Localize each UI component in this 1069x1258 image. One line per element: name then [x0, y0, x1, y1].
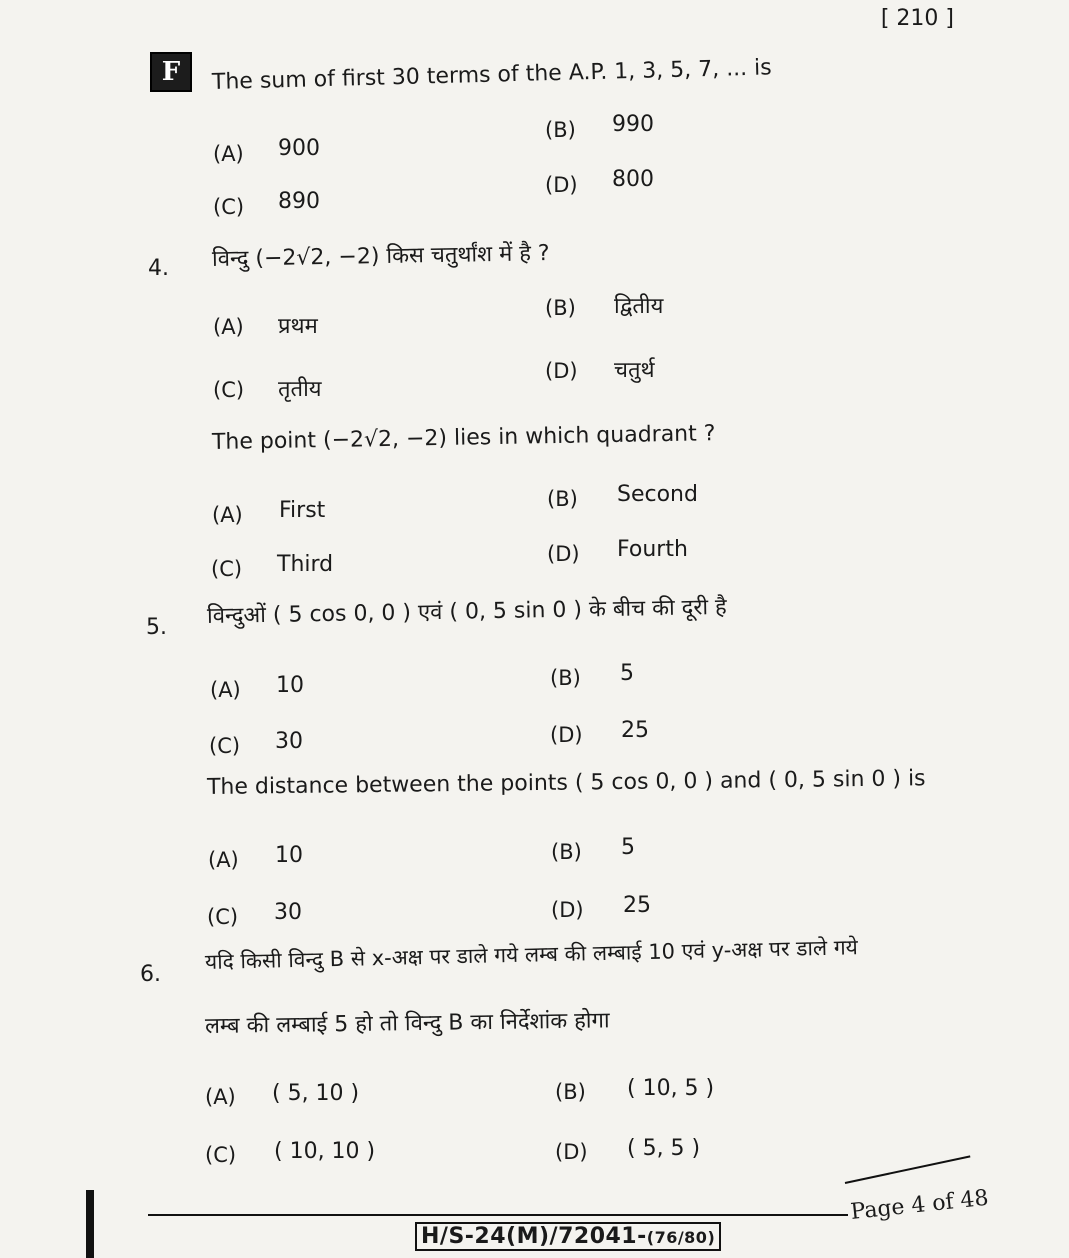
- page-edge-shadow: [86, 1190, 94, 1258]
- q3-option-c-label: (C): [213, 195, 245, 219]
- q4-hi-option-b-value: द्वितीय: [614, 294, 664, 319]
- q4-en-option-d-value: Fourth: [617, 537, 688, 562]
- q5-hi-option-d-value: 25: [621, 718, 649, 743]
- q4-en-option-c-value: Third: [277, 552, 334, 577]
- q5-hi-option-d-label: (D): [550, 723, 583, 747]
- q5-en-option-b-value: 5: [621, 835, 635, 860]
- q4-en-option-c-label: (C): [211, 557, 243, 581]
- q5-hi-option-a-label: (A): [210, 678, 241, 702]
- q3-option-c-value: 890: [278, 189, 320, 214]
- q5-en-option-a-label: (A): [208, 848, 239, 872]
- q3-stem: The sum of first 30 terms of the A.P. 1, 3, 5, 7, ... is: [211, 55, 773, 95]
- q4-hi-option-d-label: (D): [545, 359, 578, 383]
- q4-en-option-a-value: First: [279, 498, 326, 523]
- q5-number: 5.: [146, 615, 167, 640]
- q6-number: 6.: [140, 962, 161, 987]
- q4-stem-hindi: विन्दु (−2√2, −2) किस चतुर्थांश में है ?: [211, 241, 550, 272]
- page-number: Page 4 of 48: [849, 1185, 990, 1225]
- q3-option-d-value: 800: [612, 167, 654, 192]
- q4-hi-option-d-value: चतुर्थ: [614, 358, 655, 383]
- q4-stem-english: The point (−2√2, −2) lies in which quadrant ?: [211, 421, 716, 455]
- q3-option-d-label: (D): [545, 173, 578, 197]
- q5-hi-option-c-value: 30: [275, 729, 303, 754]
- q3-option-b-value: 990: [612, 112, 654, 137]
- q6-option-d-value: ( 5, 5 ): [627, 1136, 701, 1161]
- q6-stem-hindi-line2: लम्ब की लम्बाई 5 हो तो विन्दु B का निर्देशांक होगा: [204, 1008, 610, 1039]
- q6-option-a-label: (A): [205, 1085, 236, 1109]
- q6-option-c-label: (C): [205, 1143, 237, 1167]
- set-letter-badge: F: [150, 52, 192, 92]
- q5-stem-hindi: विन्दुओं ( 5 cos 0, 0 ) एवं ( 0, 5 sin 0 ) के बीच की दूरी है: [206, 594, 727, 629]
- paper-code: [ 210 ]: [880, 6, 954, 31]
- q4-hi-option-c-value: तृतीय: [278, 377, 322, 402]
- q5-en-option-c-value: 30: [274, 900, 302, 925]
- q4-hi-option-c-label: (C): [213, 378, 245, 402]
- q5-en-option-b-label: (B): [551, 840, 582, 864]
- q4-number: 4.: [148, 256, 169, 281]
- q6-option-b-label: (B): [555, 1080, 586, 1104]
- q4-hi-option-a-label: (A): [213, 315, 244, 339]
- q5-hi-option-b-value: 5: [620, 661, 634, 686]
- q3-option-b-label: (B): [545, 118, 576, 142]
- footer-code-small: (76/80): [646, 1228, 716, 1247]
- q5-hi-option-a-value: 10: [276, 673, 304, 698]
- footer-paper-code: [415, 1222, 721, 1251]
- q3-option-a-value: 900: [278, 136, 320, 161]
- q4-en-option-d-label: (D): [547, 542, 580, 566]
- q4-en-option-a-label: (A): [212, 503, 243, 527]
- q6-option-b-value: ( 10, 5 ): [627, 1076, 715, 1101]
- q4-hi-option-b-label: (B): [545, 296, 576, 320]
- q6-option-d-label: (D): [555, 1140, 588, 1164]
- footer-rule: [148, 1214, 848, 1216]
- q6-stem-hindi-line1: यदि किसी विन्दु B से x-अक्ष पर डाले गये लम्ब की लम्बाई 10 एवं y-अक्ष पर डाले गये: [204, 935, 859, 974]
- q3-option-a-label: (A): [213, 142, 244, 166]
- q5-en-option-d-value: 25: [623, 893, 651, 918]
- q5-hi-option-c-label: (C): [209, 734, 241, 758]
- q5-stem-english: The distance between the points ( 5 cos 0, 0 ) and ( 0, 5 sin 0 ) is: [206, 766, 926, 800]
- q6-option-a-value: ( 5, 10 ): [272, 1081, 360, 1106]
- q4-en-option-b-label: (B): [547, 487, 578, 511]
- q5-hi-option-b-label: (B): [550, 666, 581, 690]
- q5-en-option-c-label: (C): [207, 905, 239, 929]
- footer-code-main: H/S-24(M)/72041-: [421, 1224, 647, 1249]
- q4-hi-option-a-value: प्रथम: [278, 314, 318, 339]
- q5-en-option-d-label: (D): [551, 898, 584, 922]
- q4-en-option-b-value: Second: [617, 482, 698, 507]
- q6-option-c-value: ( 10, 10 ): [274, 1139, 376, 1164]
- q5-en-option-a-value: 10: [275, 843, 303, 868]
- footer-rule-right: [845, 1155, 971, 1184]
